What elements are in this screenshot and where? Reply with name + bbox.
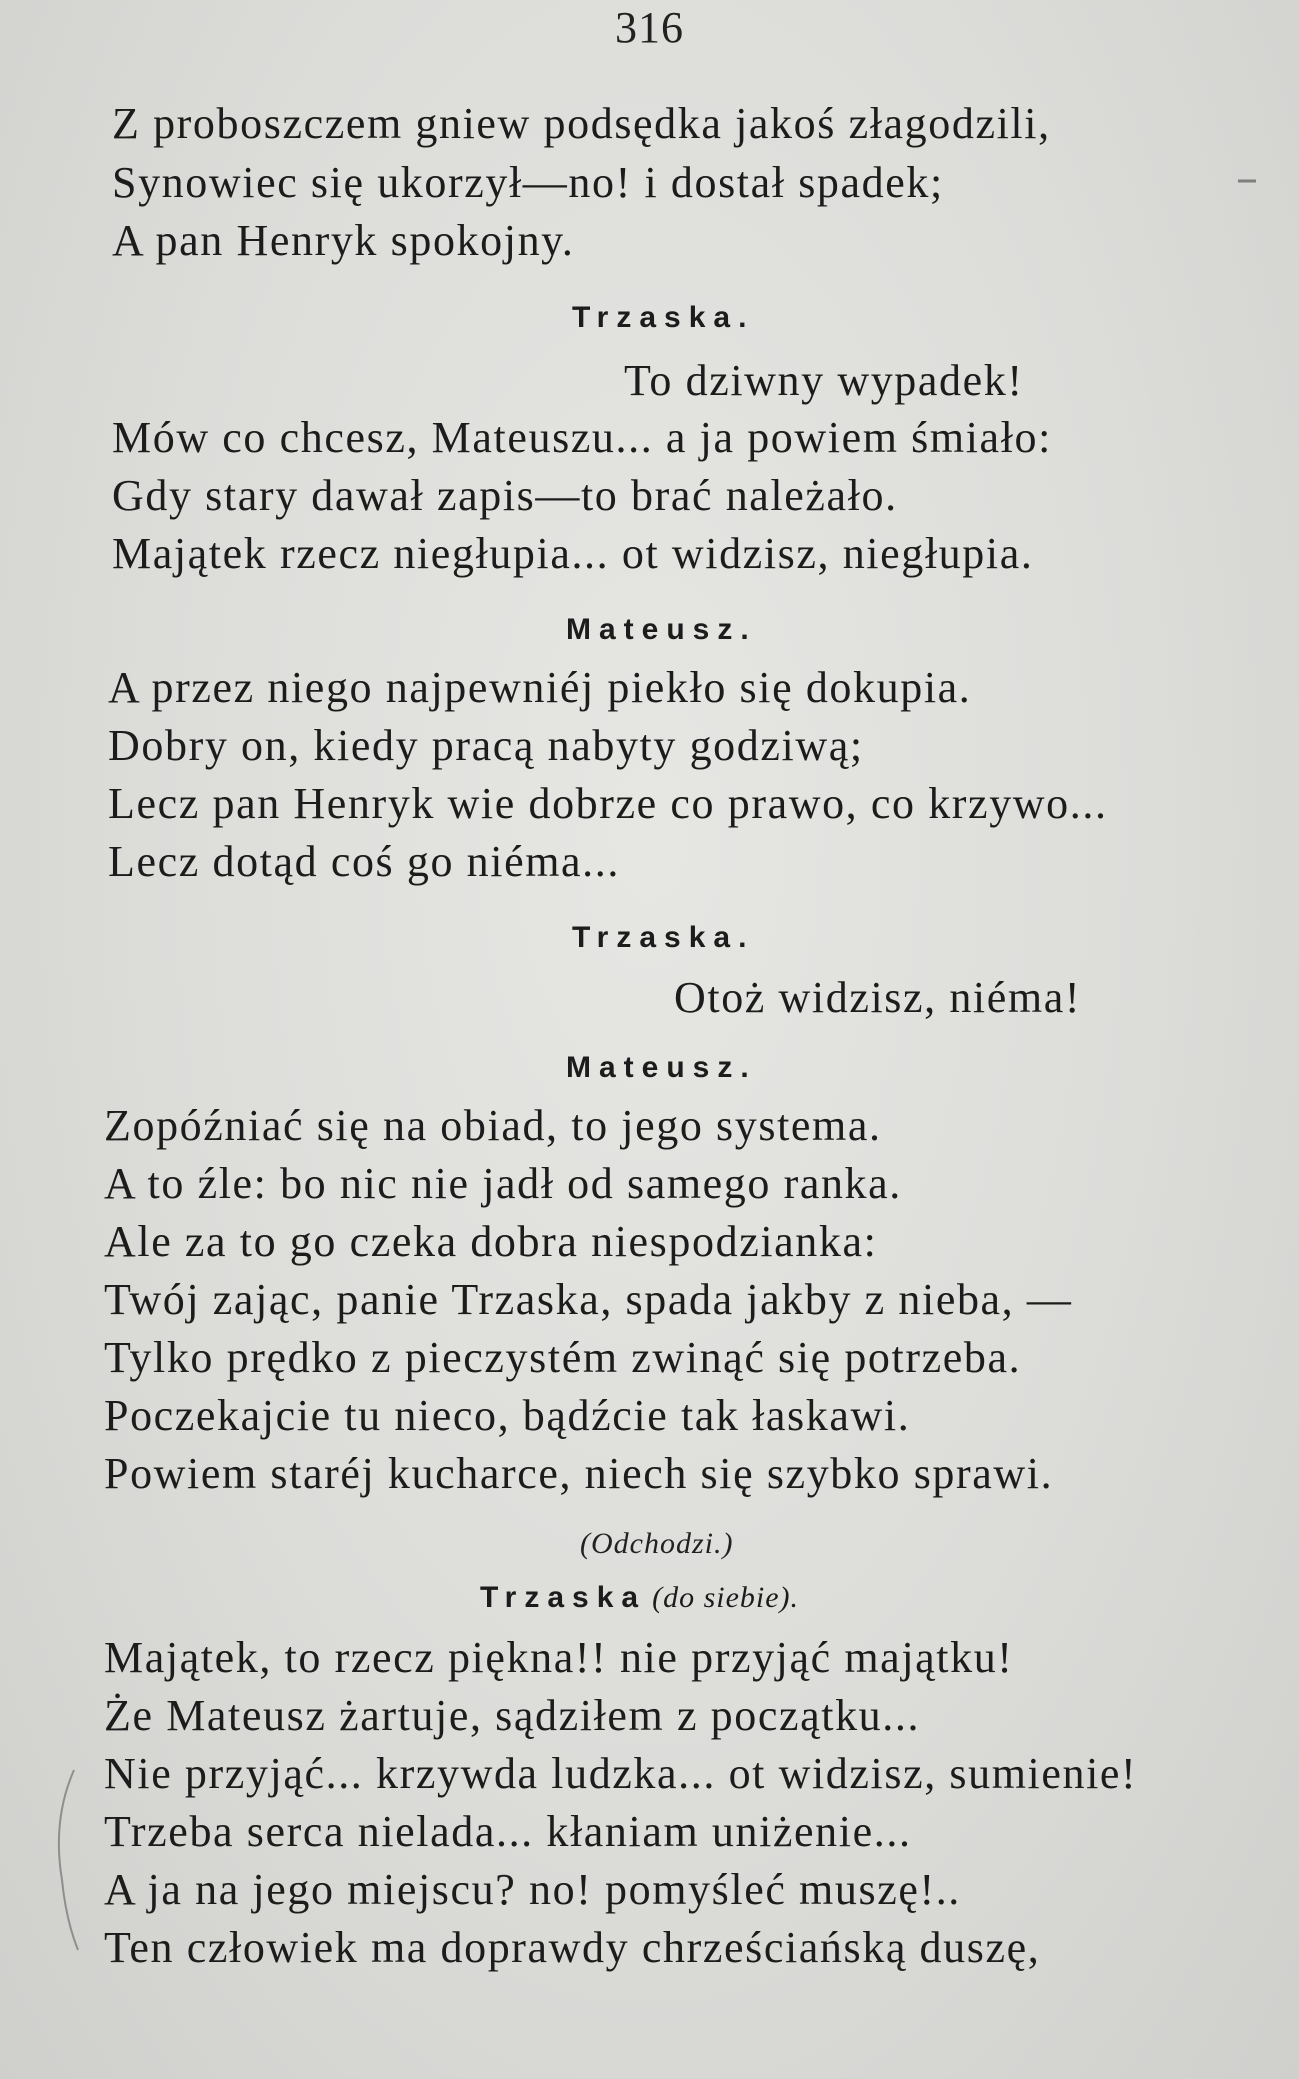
margin-dash-mark xyxy=(1236,176,1260,186)
verse-line: Lecz pan Henryk wie dobrze co prawo, co krzywo... xyxy=(108,779,1108,828)
verse-line: Lecz dotąd coś go niéma... xyxy=(108,837,620,886)
verse-line: Mów co chcesz, Mateuszu... a ja powiem śmiało: xyxy=(112,413,1052,462)
verse-line: Majątek rzecz niegłupia... ot widzisz, niegłupia. xyxy=(112,529,1034,578)
speaker-heading xyxy=(480,1578,799,1618)
verse-line: Ale za to go czeka dobra niespodzianka: xyxy=(104,1217,878,1266)
verse-line: Zopóźniać się na obiad, to jego systema. xyxy=(104,1101,882,1150)
speaker-heading: Trzaska. xyxy=(572,921,755,954)
verse-line: Poczekajcie tu nieco, bądźcie tak łaskawi. xyxy=(104,1391,911,1440)
verse-line: Majątek, to rzecz piękna!! nie przyjąć majątku! xyxy=(104,1633,1014,1682)
margin-pencil-mark xyxy=(44,1760,84,1960)
verse-line: Synowiec się ukorzył—no! i dostał spadek; xyxy=(112,158,944,207)
verse-line: Dobry on, kiedy pracą nabyty godziwą; xyxy=(108,721,864,770)
speaker-heading: Mateusz. xyxy=(566,1051,757,1084)
verse-line: Powiem staréj kucharce, niech się szybko sprawi. xyxy=(104,1449,1054,1498)
speaker-aside: (do siebie). xyxy=(652,1581,800,1614)
verse-line: To dziwny wypadek! xyxy=(624,356,1024,405)
verse-line: Z proboszczem gniew podsędka jakoś złagodzili, xyxy=(112,99,1051,148)
stage-direction: (Odchodzi.) xyxy=(580,1527,734,1560)
verse-line: A to źle: bo nic nie jadł od samego ranka. xyxy=(104,1159,902,1208)
verse-line: Że Mateusz żartuje, sądziłem z początku... xyxy=(104,1691,921,1740)
verse-line: Trzeba serca nielada... kłaniam uniżenie... xyxy=(104,1807,912,1856)
speaker-heading: Trzaska. xyxy=(572,301,755,334)
verse-line: Ten człowiek ma doprawdy chrześciańską duszę, xyxy=(104,1923,1041,1972)
verse-line: A pan Henryk spokojny. xyxy=(112,216,575,265)
verse-line: A ja na jego miejscu? no! pomyśleć muszę!.. xyxy=(104,1865,961,1914)
speaker-heading: Mateusz. xyxy=(566,613,757,646)
verse-line: Tylko prędko z pieczystém zwinąć się potrzeba. xyxy=(104,1333,1022,1382)
verse-line: Gdy stary dawał zapis—to brać należało. xyxy=(112,471,898,520)
speaker-name: Trzaska xyxy=(480,1581,647,1614)
verse-line: Twój zając, panie Trzaska, spada jakby z nieba, — xyxy=(104,1275,1073,1324)
page-number: 316 xyxy=(615,3,684,52)
verse-line: Nie przyjąć... krzywda ludzka... ot widzisz, sumienie! xyxy=(104,1749,1138,1798)
verse-line: A przez niego najpewniéj piekło się dokupia. xyxy=(108,663,972,712)
verse-line: Otoż widzisz, niéma! xyxy=(674,973,1082,1022)
